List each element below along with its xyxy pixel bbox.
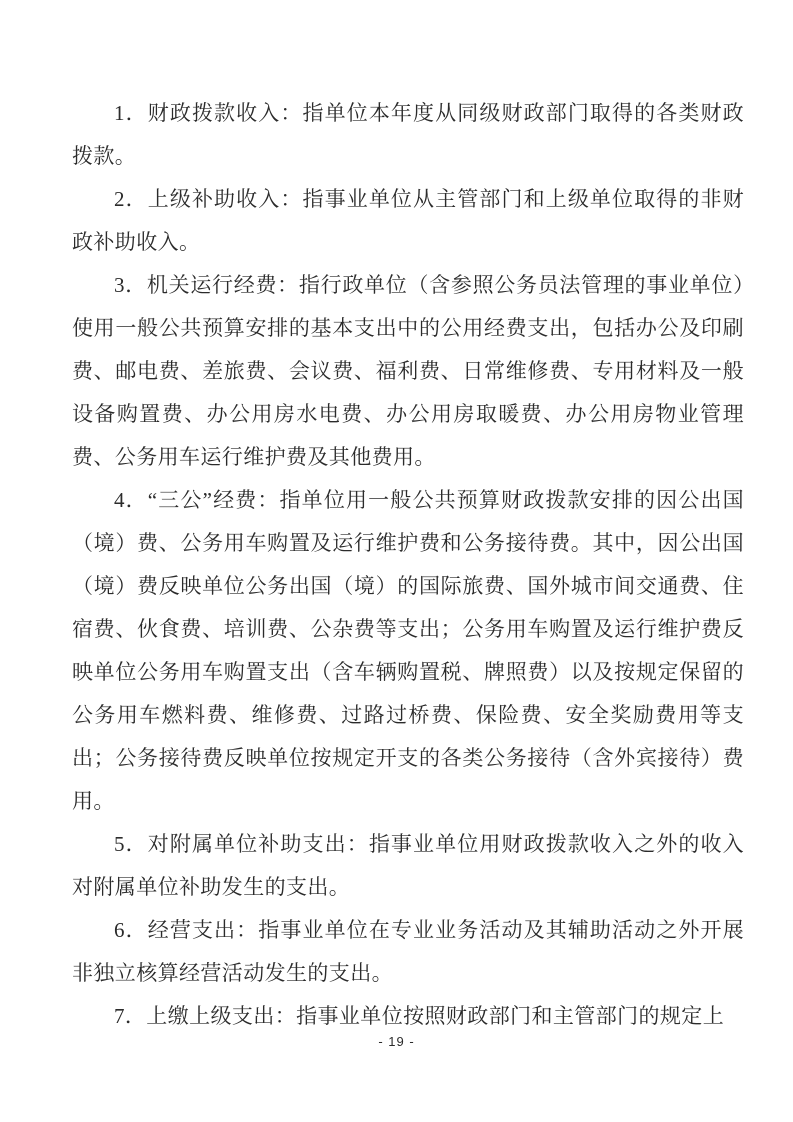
paragraph-item-5: 5．对附属单位补助支出：指事业单位用财政拨款收入之外的收入对附属单位补助发生的支出。	[72, 832, 744, 899]
paragraph-item-7: 7．上缴上级支出：指事业单位按照财政部门和主管部门的规定上	[114, 1004, 725, 1028]
paragraph-item-4: 4．“三公”经费：指单位用一般公共预算财政拨款安排的因公出国（境）费、公务用车购置及运行维护费和公务接待费。其中，因公出国（境）费反映单位公务出国（境）的国际旅费、国外城市间交通费、住宿费、伙食费、培训费、公杂费等支出；公务用车购置及运行维护费反映单位公务用车购置支出（含车辆购置税、牌照费）以及按规定保留的公务用车燃料费、维修费、过路过桥费、保险费、安全奖励费用等支出；公务接待费反映单位按规定开支的各类公务接待（含外宾接待）费用。	[72, 488, 744, 813]
paragraph-item-1: 1．财政拨款收入：指单位本年度从同级财政部门取得的各类财政拨款。	[72, 101, 744, 168]
page-number: - 19 -	[378, 1034, 415, 1049]
paragraph-item-2: 2．上级补助收入：指事业单位从主管部门和上级单位取得的非财政补助收入。	[72, 187, 744, 254]
paragraph-item-3: 3．机关运行经费：指行政单位（含参照公务员法管理的事业单位）使用一般公共预算安排的基本支出中的公用经费支出，包括办公及印刷费、邮电费、差旅费、会议费、福利费、日常维修费、专用材料及一般设备购置费、办公用房水电费、办公用房取暖费、办公用房物业管理费、公务用车运行维护费及其他费用。	[72, 273, 744, 469]
document-body	[72, 92, 744, 1038]
paragraph-item-6: 6．经营支出：指事业单位在专业业务活动及其辅助活动之外开展非独立核算经营活动发生的支出。	[72, 918, 744, 985]
